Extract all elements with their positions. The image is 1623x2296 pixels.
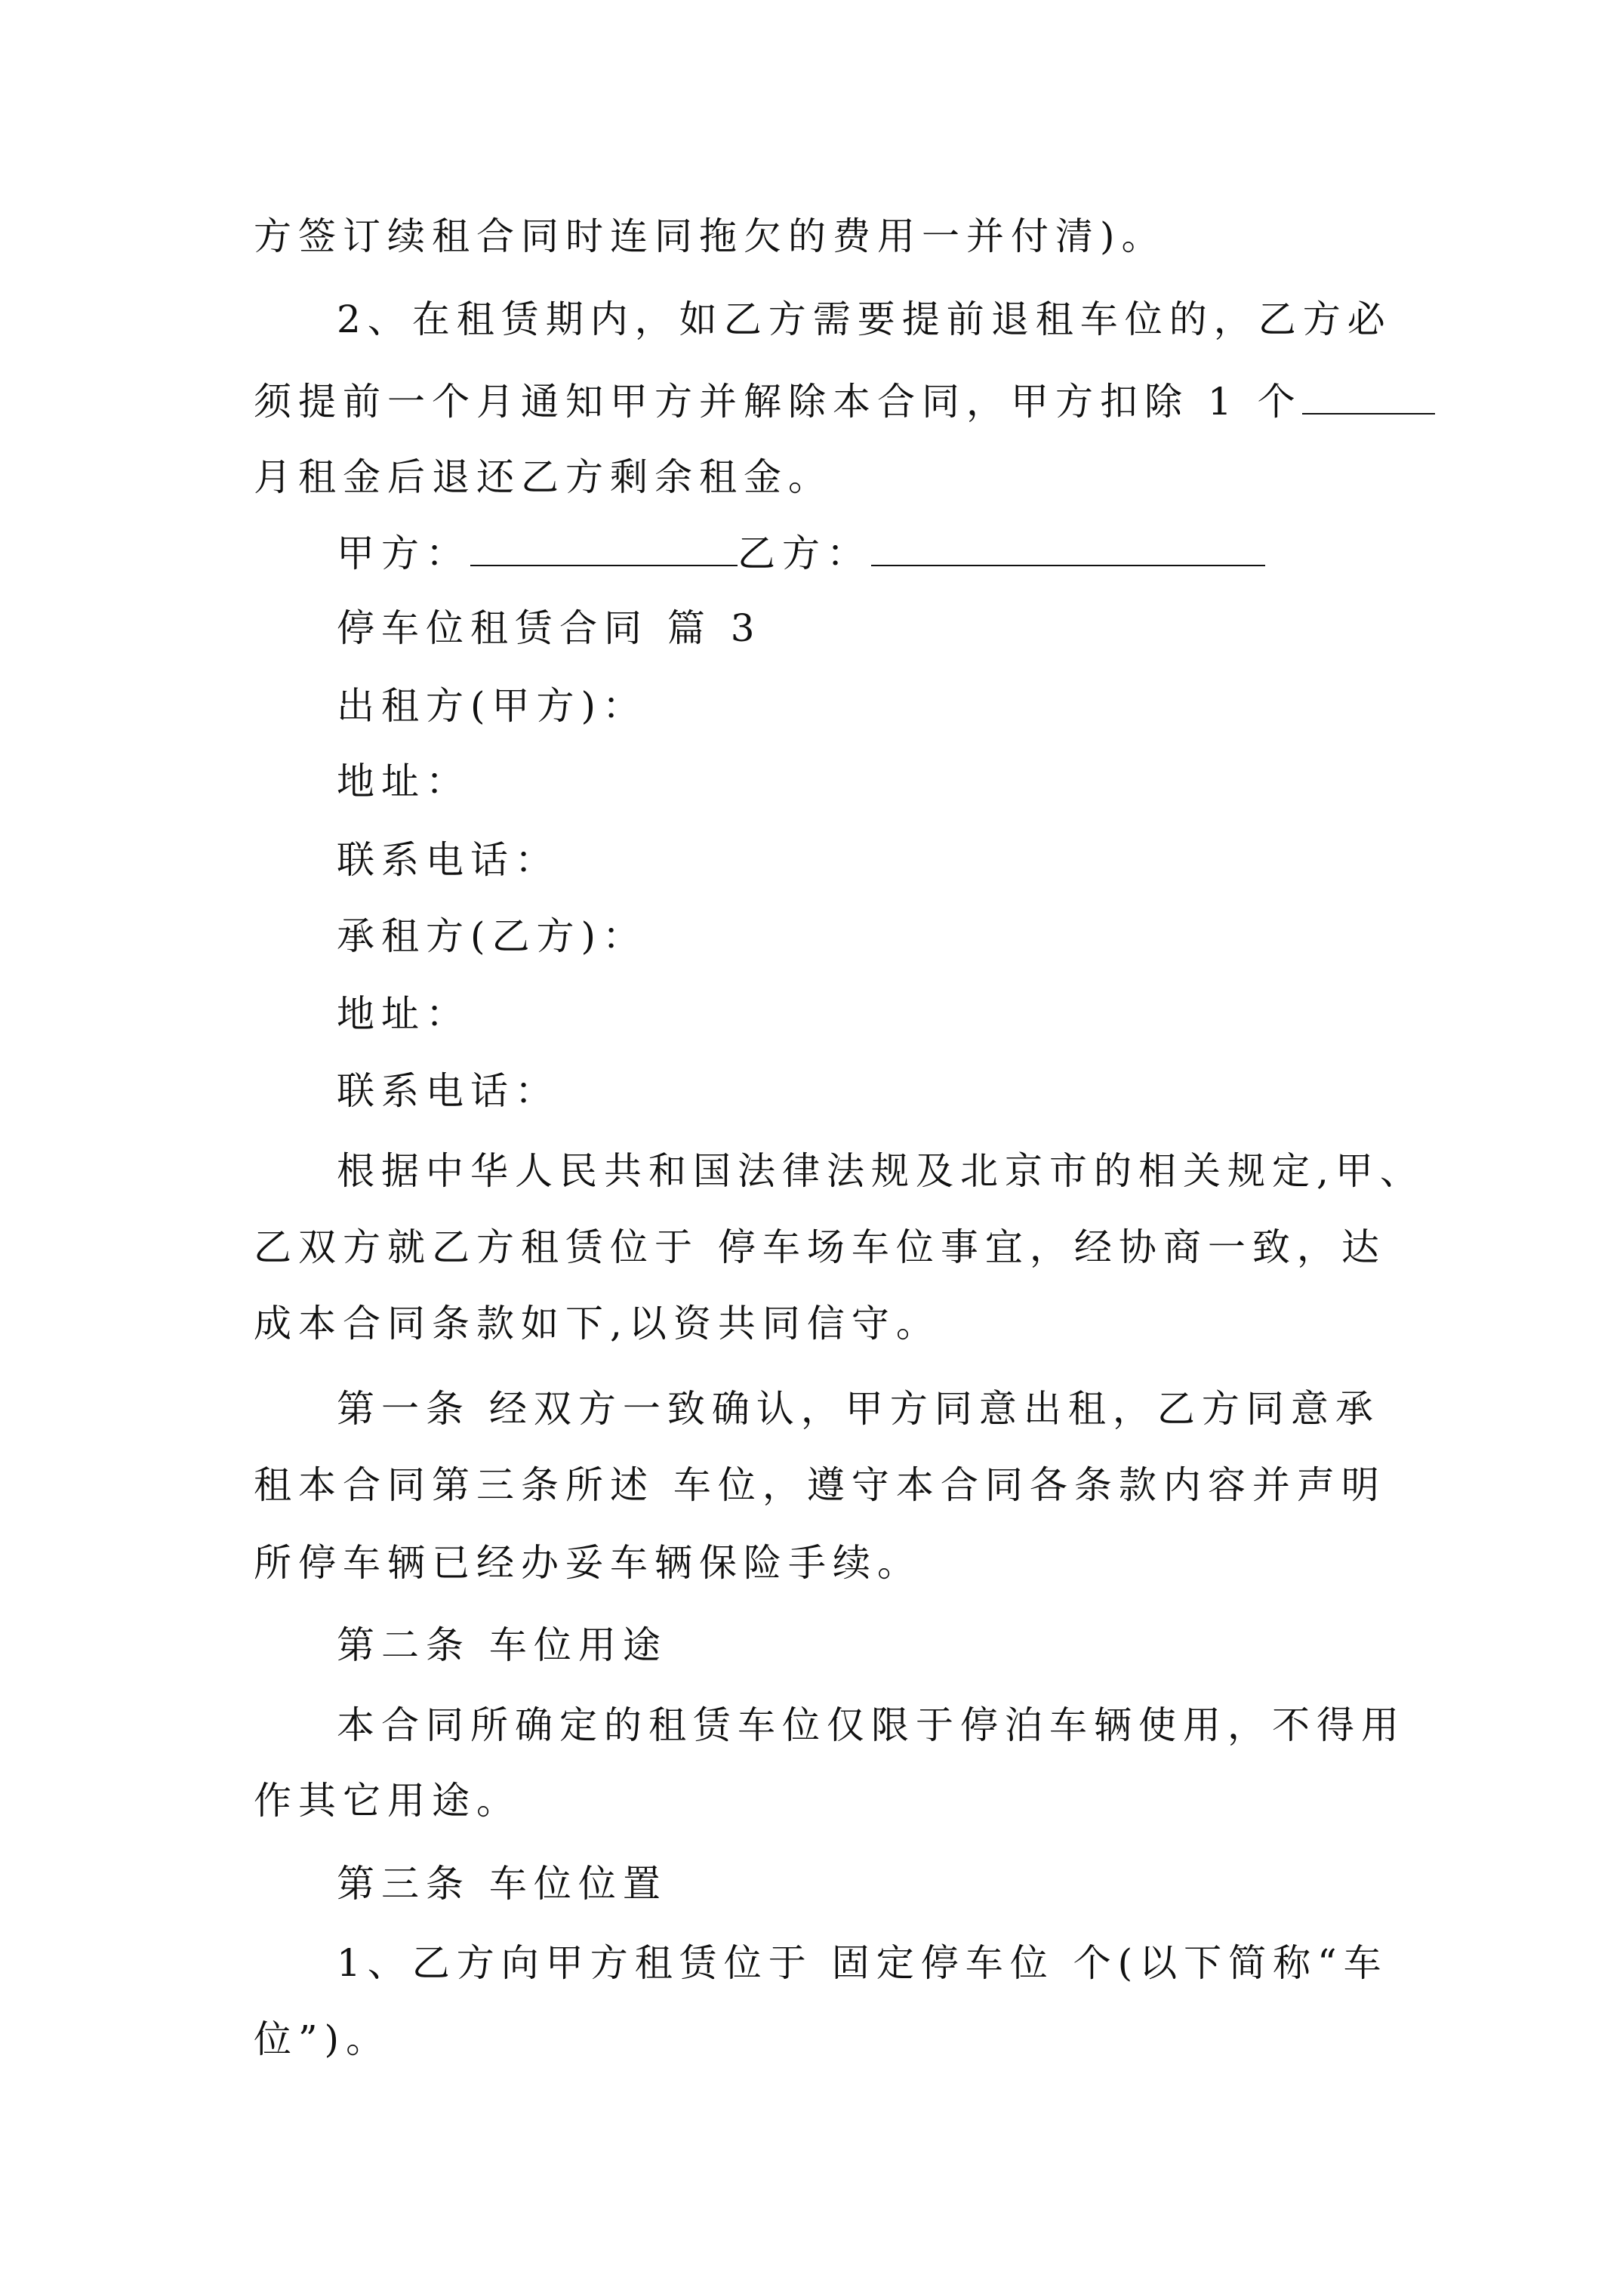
section-heading: 第二条 车位用途: [337, 1623, 667, 1667]
party-b-label: 乙方：: [738, 532, 871, 575]
text-line: [254, 379, 1435, 424]
section-heading: 第三条 车位位置: [337, 1862, 667, 1906]
text-segment: 须提前一个月通知甲方并解除本合同，甲方扣除 1 个: [254, 380, 1302, 424]
party-a-label: 甲方：: [337, 532, 470, 575]
blank-line: [1302, 380, 1435, 415]
party-a-blank: [470, 532, 738, 566]
signature-line: [337, 531, 1265, 576]
text-line: 第一条 经双方一致确认，甲方同意出租，乙方同意承: [337, 1387, 1380, 1431]
text-line: 根据中华人民共和国法律法规及北京市的相关规定,甲、: [337, 1149, 1424, 1193]
text-line: 作其它用途。: [254, 1779, 521, 1823]
text-line: 地址：: [337, 760, 470, 803]
text-line: 联系电话：: [337, 1069, 559, 1113]
text-line: 1、乙方向甲方租赁位于 固定停车位 个(以下简称“车: [337, 1941, 1388, 1985]
text-line: 所停车辆已经办妥车辆保险手续。: [254, 1541, 922, 1585]
text-line: 月租金后退还乙方剩余租金。: [254, 455, 833, 499]
text-line: 联系电话：: [337, 838, 559, 882]
text-line: 乙双方就乙方租赁位于 停车场车位事宜，经协商一致，达: [254, 1225, 1386, 1269]
section-heading: 停车位租赁合同 篇 3: [337, 606, 762, 650]
text-line: 本合同所确定的租赁车位仅限于停泊车辆使用，不得用: [337, 1703, 1406, 1747]
text-line: 租本合同第三条所述 车位，遵守本合同各条款内容并声明: [254, 1463, 1386, 1507]
party-b-blank: [871, 532, 1265, 566]
text-line: 承租方(乙方)：: [337, 914, 648, 958]
text-line: 方签订续租合同时连同拖欠的费用一并付清)。: [254, 214, 1166, 258]
text-line: 地址：: [337, 992, 470, 1036]
text-line: 位”)。: [254, 2017, 391, 2061]
text-line: 出租方(甲方)：: [337, 684, 648, 728]
text-line: 成本合同条款如下,以资共同信守。: [254, 1302, 941, 1345]
text-line: 2、在租赁期内，如乙方需要提前退租车位的，乙方必: [337, 297, 1392, 341]
